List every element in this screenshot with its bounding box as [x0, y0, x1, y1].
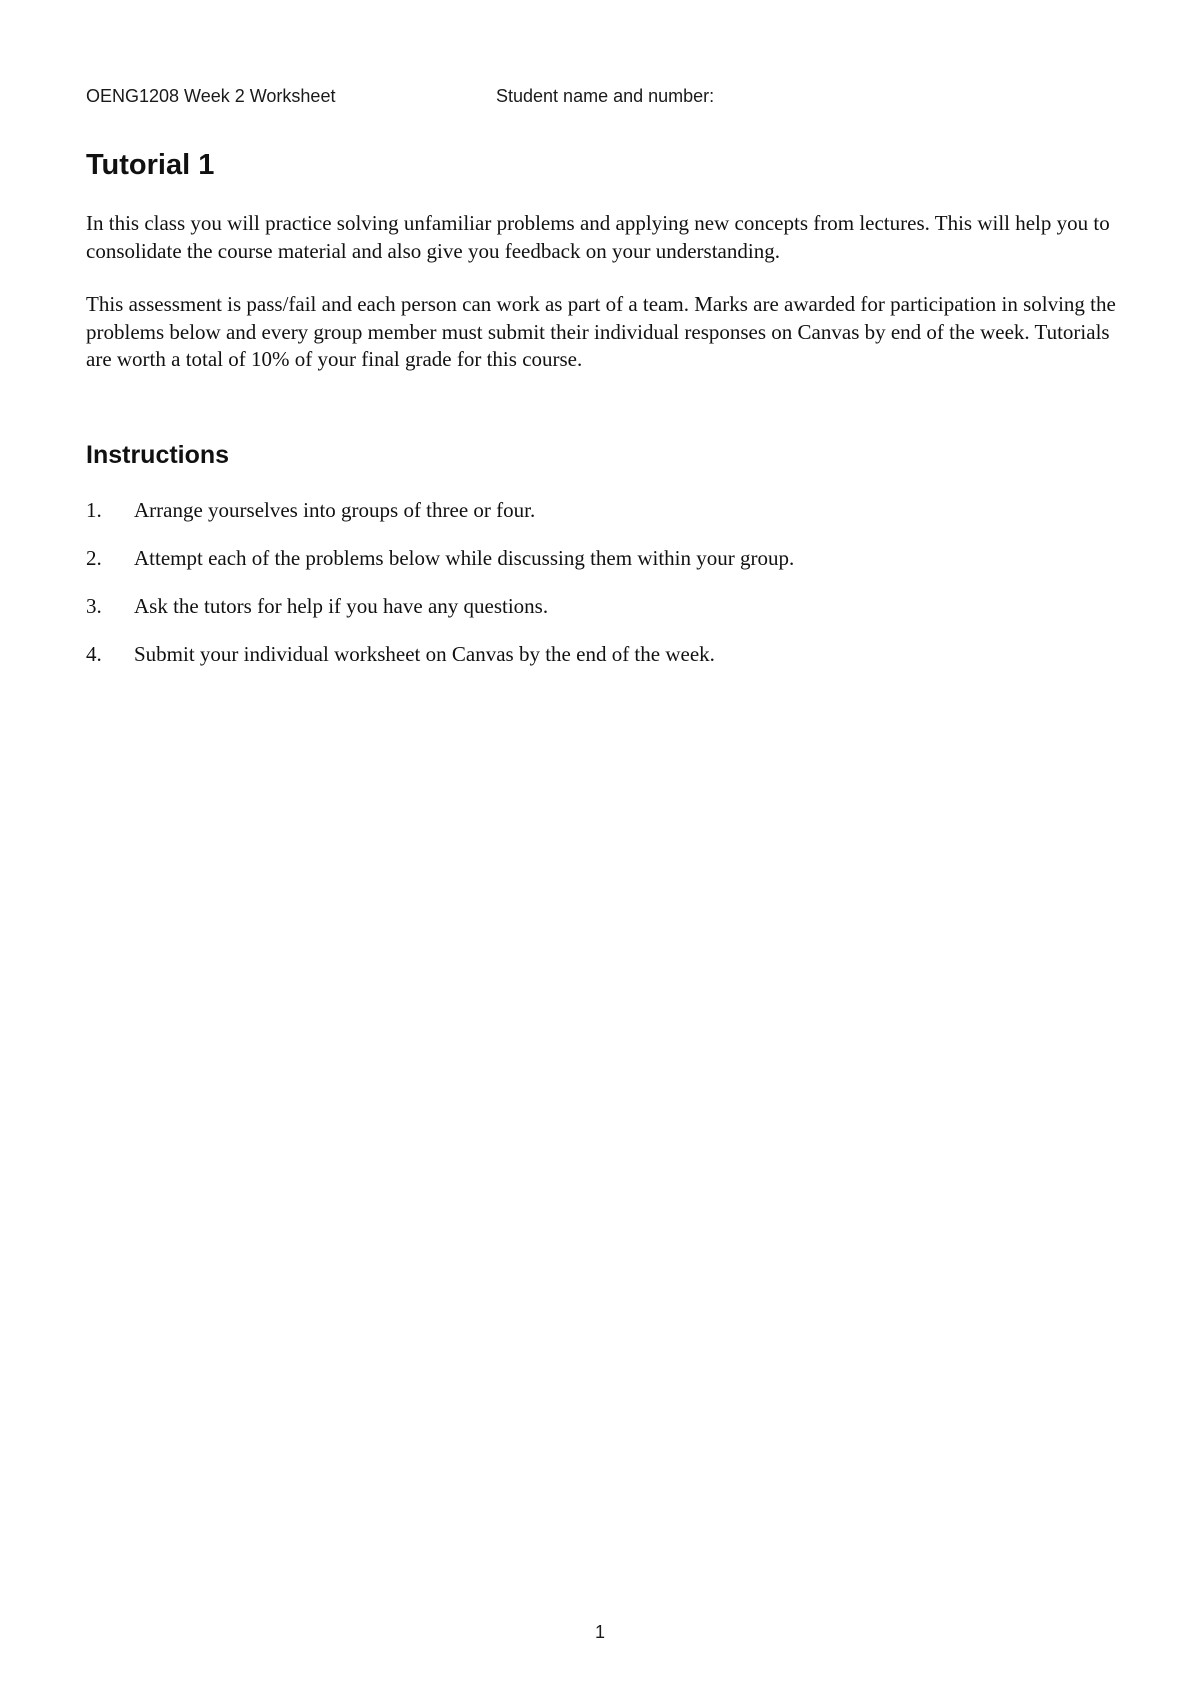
- instructions-heading: Instructions: [86, 441, 230, 469]
- page-number: 1: [594, 1622, 605, 1642]
- list-item: [86, 497, 1126, 545]
- list-item: [86, 545, 1126, 593]
- list-item-number: 2.: [86, 546, 102, 570]
- intro-paragraph-2: This assessment is pass/fail and each person can work as part of a team. Marks are awarded for participation in solving the problems below and every group member must submit their individual responses on Canvas by end of the week. Tutorials are worth a total of 10% of your final grade for this course.: [86, 292, 1116, 371]
- header-student-name-label: Student name and number:: [496, 86, 715, 106]
- list-item-number: 1.: [86, 498, 102, 522]
- list-item-number: 3.: [86, 594, 102, 618]
- intro-section: [86, 210, 1126, 400]
- intro-paragraph-1: In this class you will practice solving unfamiliar problems and applying new concepts from lectures. This will help you to consolidate the course material and also give you feedback on your understanding.: [86, 211, 1110, 263]
- header-course-title: OENG1208 Week 2 Worksheet: [86, 86, 336, 106]
- list-item-text: Arrange yourselves into groups of three or four.: [134, 498, 536, 522]
- list-item-number: 4.: [86, 642, 102, 666]
- instructions-list: [86, 497, 1126, 689]
- list-item: [86, 641, 1126, 689]
- page-header: [86, 86, 1116, 114]
- list-item-text: Submit your individual worksheet on Canvas by the end of the week.: [134, 642, 715, 666]
- list-item-text: Ask the tutors for help if you have any questions.: [134, 594, 549, 618]
- list-item-text: Attempt each of the problems below while discussing them within your group.: [134, 546, 795, 570]
- list-item: [86, 593, 1126, 641]
- page-title: Tutorial 1: [86, 149, 215, 181]
